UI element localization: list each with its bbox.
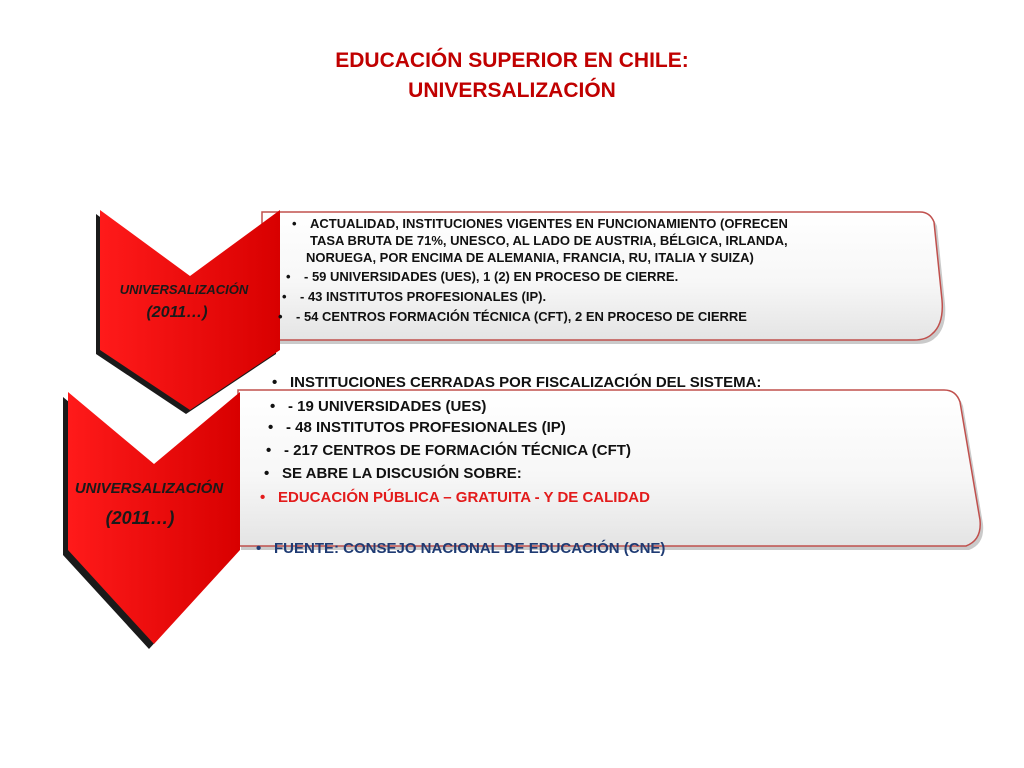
- list-item: [286, 269, 678, 284]
- slide-title-line-2: UNIVERSALIZACIÓN: [408, 79, 616, 102]
- bullet-icon: •: [266, 442, 272, 459]
- list-item: [278, 309, 747, 324]
- list-item: [264, 465, 522, 482]
- list-item: [270, 398, 486, 415]
- bullet-text: - 59 UNIVERSIDADES (UES), 1 (2) EN PROCESO DE CIERRE.: [304, 269, 679, 284]
- bullet-icon: •: [272, 374, 278, 391]
- chevron-2-label: UNIVERSALIZACIÓN: [74, 480, 224, 497]
- bullet-text: - 43 INSTITUTOS PROFESIONALES (IP).: [300, 289, 547, 304]
- list-item: [282, 289, 546, 304]
- bullet-icon: •: [264, 465, 270, 482]
- chevron-2-period: (2011…): [105, 508, 175, 528]
- bullet-text: TASA BRUTA DE 71%, UNESCO, AL LADO DE AUSTRIA, BÉLGICA, IRLANDA,: [310, 233, 788, 248]
- bullet-text: - 48 INSTITUTOS PROFESIONALES (IP): [286, 419, 566, 436]
- list-item-continuation: [306, 250, 754, 265]
- chevron-1-period: (2011…): [146, 304, 208, 321]
- list-item-continuation: [310, 233, 788, 248]
- slide-title-line-1: EDUCACIÓN SUPERIOR EN CHILE:: [335, 49, 689, 72]
- bullet-text: - 217 CENTROS DE FORMACIÓN TÉCNICA (CFT): [284, 442, 631, 459]
- list-item-highlight: [260, 489, 650, 506]
- bullet-text: ACTUALIDAD, INSTITUCIONES VIGENTES EN FUNCIONAMIENTO (OFRECEN: [310, 216, 788, 231]
- bullet-text: FUENTE: CONSEJO NACIONAL DE EDUCACIÓN (CNE): [274, 540, 666, 557]
- bullet-icon: •: [256, 540, 262, 557]
- bullet-icon: •: [278, 309, 283, 324]
- list-item: [266, 442, 631, 459]
- list-item: [268, 419, 566, 436]
- list-item-source: [256, 540, 665, 557]
- bullet-icon: •: [282, 289, 287, 304]
- bullet-icon: •: [292, 216, 297, 231]
- list-item: [292, 216, 788, 231]
- bullet-text: INSTITUCIONES CERRADAS POR FISCALIZACIÓN DEL SISTEMA:: [290, 374, 762, 391]
- bullet-icon: •: [260, 489, 266, 506]
- chevron-1-label: UNIVERSALIZACIÓN: [119, 282, 249, 297]
- bullet-icon: •: [270, 398, 276, 415]
- bullet-text: - 19 UNIVERSIDADES (UES): [288, 398, 487, 415]
- bullet-icon: •: [286, 269, 291, 284]
- bullet-text: SE ABRE LA DISCUSIÓN SOBRE:: [282, 465, 522, 482]
- bullet-icon: •: [268, 419, 274, 436]
- bullet-text: - 54 CENTROS FORMACIÓN TÉCNICA (CFT), 2 EN PROCESO DE CIERRE: [296, 309, 747, 324]
- bullet-text: NORUEGA, POR ENCIMA DE ALEMANIA, FRANCIA, RU, ITALIA Y SUIZA): [306, 250, 754, 265]
- list-item: [272, 374, 761, 391]
- bullet-text: EDUCACIÓN PÚBLICA – GRATUITA - Y DE CALIDAD: [278, 489, 650, 506]
